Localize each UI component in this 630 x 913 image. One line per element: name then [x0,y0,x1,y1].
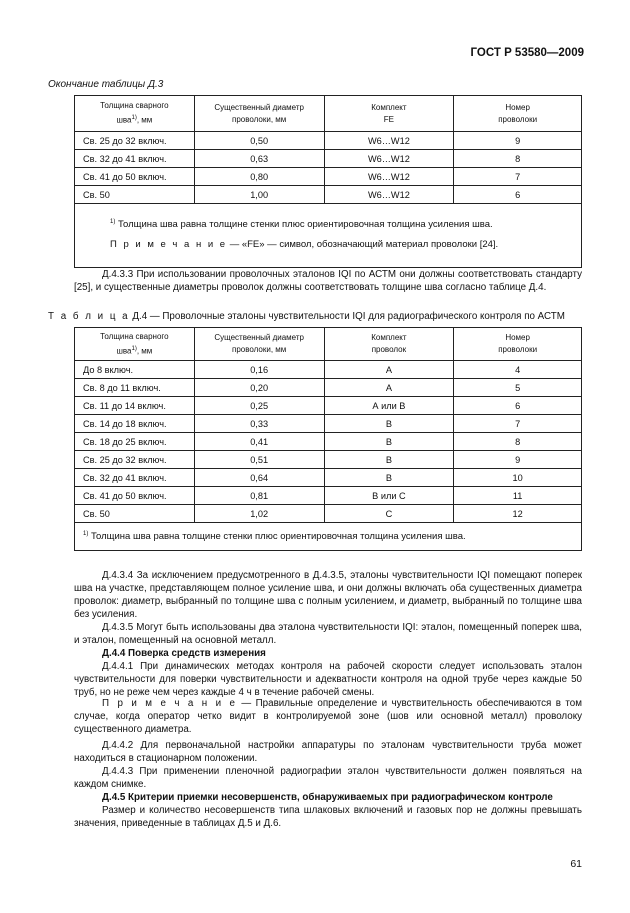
table-row: Св. 41 до 50 включ. 0,81 В или С 11 [75,487,582,505]
table-row: Св. 11 до 14 включ. 0,25 А или В 6 [75,397,582,415]
table-footnote-row [75,204,582,268]
paragraph-d45: Размер и количество несовершенств типа шлаковых включений и газовых пор не должны превышать значения, приведенные в таблицах Д.5 и Д.6. [74,805,582,829]
header-cell: Толщина сварного шва$^{1)}$, мм [75,328,195,361]
note-d441: П р и м е ч а н и е — Правильные определение и чувствительность обеспечиваются в том случае, когда оператор четко видит в контролируемой зоне (шов или основной металл) проволоку существенного диаметра. [74,698,582,735]
table-row: Св. 8 до 11 включ. 0,20 А 5 [75,379,582,397]
header-cell: Комплект FE [324,96,454,132]
paragraph-d433: Д.4.3.3 При использовании проволочных эталонов IQI по АСТМ они должны соответствовать стандарту [25], и существенные диаметры проволок должны соответствовать толщине шва согласно таблице Д.4. [74,269,582,293]
header-cell: Номер проволоки [454,96,582,132]
table-row: Св. 50 1,02 С 12 [75,505,582,523]
page-number: 61 [570,858,582,870]
table-header-row [75,96,582,132]
header-cell: Толщина сварного шва$^{1)}$, мм [75,96,195,132]
table-row: Св. 50 1,00 W6…W12 6 [75,186,582,204]
table-row: Св. 25 до 32 включ. 0,50 W6…W12 9 [75,132,582,150]
table-header-row [75,328,582,361]
header-cell: Существенный диаметр проволоки, мм [194,96,324,132]
table-d4-caption: Т а б л и ц а Д.4 — Проволочные эталоны чувствительности IQI для радиографического контроля по АСТМ [48,311,565,322]
table-row: Св. 14 до 18 включ. 0,33 В 7 [75,415,582,433]
table-d3-caption: Окончание таблицы Д.3 [48,79,164,90]
document-id: ГОСТ Р 53580—2009 [470,47,584,59]
heading-d45: Д.4.5 Критерии приемки несовершенств, обнаруживаемых при радиографическом контроле [102,792,553,803]
header-cell: Номер проволоки [454,328,582,361]
table-footnote: $^{1)}$ Толщина шва равна толщине стенки плюс ориентировочная толщина усиления шва. [110,219,493,231]
paragraph-d443: Д.4.4.3 При применении пленочной радиографии эталон чувствительности должен появляться на каждом снимке. [74,766,582,790]
table-row: Св. 18 до 25 включ. 0,41 В 8 [75,433,582,451]
table-row: Св. 25 до 32 включ. 0,51 В 9 [75,451,582,469]
paragraph-d435: Д.4.3.5 Могут быть использованы два эталона чувствительности IQI: эталон, помещенный поперек шва, и эталон, помещенный на основной металл. [74,622,582,646]
table-row: До 8 включ. 0,16 А 4 [75,361,582,379]
paragraph-d442: Д.4.4.2 Для первоначальной настройки аппаратуры по эталонам чувствительности труба может находиться в стационарном положении. [74,740,582,764]
paragraph-d441: Д.4.4.1 При динамических методах контроля на рабочей скорости следует использовать эталон чувствительности для поверки чувствительности и адекватности контроля на одной трубе через каждые 50 труб, но не реже чем через каждые 4 ч в течение рабочей смены. [74,661,582,698]
header-cell: Комплект проволок [324,328,454,361]
table-row: Св. 32 до 41 включ. 0,63 W6…W12 8 [75,150,582,168]
table-d3 [74,95,582,268]
table-note: П р и м е ч а н и е — «FE» — символ, обозначающий материал проволоки [24]. [110,239,499,251]
table-row: Св. 32 до 41 включ. 0,64 В 10 [75,469,582,487]
paragraph-d434: Д.4.3.4 За исключением предусмотренного в Д.4.3.5, эталоны чувствительности IQI помещают поперек шва на участке, представляющем полное усиление шва, и они должны включать оба существенных диаметра проволок: диаметр, выбранный по толщине шва с полным усилением, и диаметр, выбранный по толщине шва без усиления. [74,570,582,620]
header-cell: Существенный диаметр проволоки, мм [194,328,324,361]
table-d4 [74,327,582,551]
heading-d44: Д.4.4 Поверка средств измерения [102,648,266,659]
table-row: Св. 41 до 50 включ. 0,80 W6…W12 7 [75,168,582,186]
table-footnote-row [75,523,582,551]
table-footnote: $^{1)}$ Толщина шва равна толщине стенки плюс ориентировочная толщина усиления шва. [83,531,466,543]
